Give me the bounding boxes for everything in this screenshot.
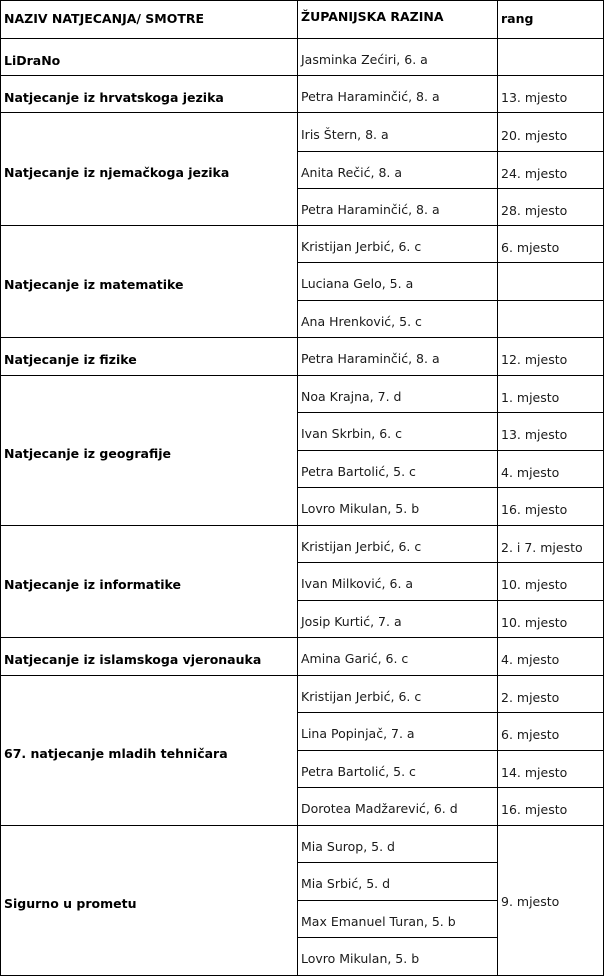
table-rule bbox=[0, 225, 604, 226]
rank-value: 4. mjesto bbox=[501, 652, 560, 667]
competition-name: Sigurno u prometu bbox=[4, 896, 137, 911]
competition-name: Natjecanje iz fizike bbox=[4, 352, 137, 367]
table-rule bbox=[0, 0, 1, 976]
student-entry: Mia Srbić, 5. d bbox=[301, 876, 391, 891]
table-rule bbox=[0, 525, 604, 526]
rank-value: 2. mjesto bbox=[501, 689, 560, 705]
student-entry: Mia Surop, 5. d bbox=[301, 838, 395, 854]
table-rule bbox=[297, 862, 498, 863]
table-rule bbox=[297, 487, 604, 488]
table-rule bbox=[0, 675, 604, 676]
table-rule bbox=[603, 0, 604, 976]
table-rule bbox=[297, 300, 604, 301]
table-rule bbox=[0, 112, 604, 113]
student-entry: Josip Kurtić, 7. a bbox=[301, 613, 402, 629]
competition-name: LiDraNo bbox=[4, 52, 61, 68]
table-rule bbox=[297, 262, 604, 263]
student-entry: Petra Bartolić, 5. c bbox=[301, 463, 416, 479]
student-entry: Ana Hrenković, 5. c bbox=[301, 313, 422, 329]
table-rule bbox=[0, 825, 604, 826]
table-rule bbox=[0, 38, 604, 39]
student-entry: Ivan Milković, 6. a bbox=[301, 576, 414, 591]
rank-value: 6. mjesto bbox=[501, 727, 560, 742]
table-rule bbox=[297, 750, 604, 751]
header-rank: rang bbox=[501, 11, 534, 26]
student-entry: Noa Krajna, 7. d bbox=[301, 388, 402, 404]
competition-name: Natjecanje iz informatike bbox=[4, 577, 181, 592]
rank-value: 10. mjesto bbox=[501, 577, 568, 592]
table-rule bbox=[497, 0, 498, 976]
rank-value: 4. mjesto bbox=[501, 464, 560, 480]
student-entry: Kristijan Jerbić, 6. c bbox=[301, 538, 422, 554]
rank-value: 24. mjesto bbox=[501, 165, 568, 181]
competition-name: Natjecanje iz matematike bbox=[4, 277, 184, 292]
competition-name: 67. natjecanje mladih tehničara bbox=[4, 746, 228, 761]
table-rule bbox=[297, 600, 604, 601]
student-entry: Lina Popinjač, 7. a bbox=[301, 726, 415, 741]
table-rule bbox=[0, 637, 604, 638]
student-entry: Luciana Gelo, 5. a bbox=[301, 276, 414, 291]
table-rule bbox=[297, 562, 604, 563]
rank-value: 1. mjesto bbox=[501, 389, 560, 405]
competition-name: Natjecanje iz njemačkoga jezika bbox=[4, 164, 230, 180]
table-rule bbox=[297, 900, 498, 901]
competition-name: Natjecanje iz geografije bbox=[4, 446, 171, 461]
student-entry: Lovro Mikulan, 5. b bbox=[301, 951, 420, 966]
table-rule bbox=[297, 712, 604, 713]
student-entry: Petra Haraminčić, 8. a bbox=[301, 201, 440, 217]
table-rule bbox=[297, 0, 298, 976]
rank-value: 16. mjesto bbox=[501, 502, 568, 517]
table-rule bbox=[0, 375, 604, 376]
rank-value: 9. mjesto bbox=[501, 894, 560, 909]
student-entry: Dorotea Madžarević, 6. d bbox=[301, 801, 458, 816]
rank-value: 13. mjesto bbox=[501, 427, 568, 442]
rank-value: 6. mjesto bbox=[501, 239, 560, 255]
student-entry: Kristijan Jerbić, 6. c bbox=[301, 688, 422, 704]
table-rule bbox=[0, 0, 604, 1]
student-entry: Kristijan Jerbić, 6. c bbox=[301, 238, 422, 254]
header-competition: NAZIV NATJECANJA/ SMOTRE bbox=[4, 11, 205, 26]
rank-value: 20. mjesto bbox=[501, 127, 568, 143]
student-entry: Petra Bartolić, 5. c bbox=[301, 763, 416, 779]
table-rule bbox=[297, 787, 604, 788]
rank-value: 10. mjesto bbox=[501, 614, 568, 630]
student-entry: Max Emanuel Turan, 5. b bbox=[301, 913, 456, 929]
table-rule bbox=[297, 937, 498, 938]
table-rule bbox=[297, 450, 604, 451]
student-entry: Anita Rečić, 8. a bbox=[301, 164, 403, 180]
student-entry: Iris Štern, 8. a bbox=[301, 126, 389, 142]
table-rule bbox=[297, 412, 604, 413]
rank-value: 13. mjesto bbox=[501, 89, 568, 105]
table-rule bbox=[0, 75, 604, 76]
header-county-level: ŽUPANIJSKA RAZINA bbox=[301, 9, 444, 24]
table-rule bbox=[297, 188, 604, 189]
rank-value: 16. mjesto bbox=[501, 802, 568, 817]
competition-name: Natjecanje iz hrvatskoga jezika bbox=[4, 89, 224, 105]
student-entry: Petra Haraminčić, 8. a bbox=[301, 88, 440, 104]
student-entry: Jasminka Zećiri, 6. a bbox=[301, 51, 428, 67]
rank-value: 28. mjesto bbox=[501, 202, 568, 218]
rank-value: 2. i 7. mjesto bbox=[501, 539, 583, 555]
student-entry: Petra Haraminčić, 8. a bbox=[301, 351, 440, 366]
rank-value: 12. mjesto bbox=[501, 352, 568, 367]
competition-name: Natjecanje iz islamskoga vjeronauka bbox=[4, 652, 262, 667]
student-entry: Ivan Skrbin, 6. c bbox=[301, 426, 403, 441]
table-rule bbox=[297, 151, 604, 152]
table-rule bbox=[0, 337, 604, 338]
student-entry: Amina Garić, 6. c bbox=[301, 651, 409, 666]
rank-value: 14. mjesto bbox=[501, 764, 568, 780]
student-entry: Lovro Mikulan, 5. b bbox=[301, 501, 420, 516]
